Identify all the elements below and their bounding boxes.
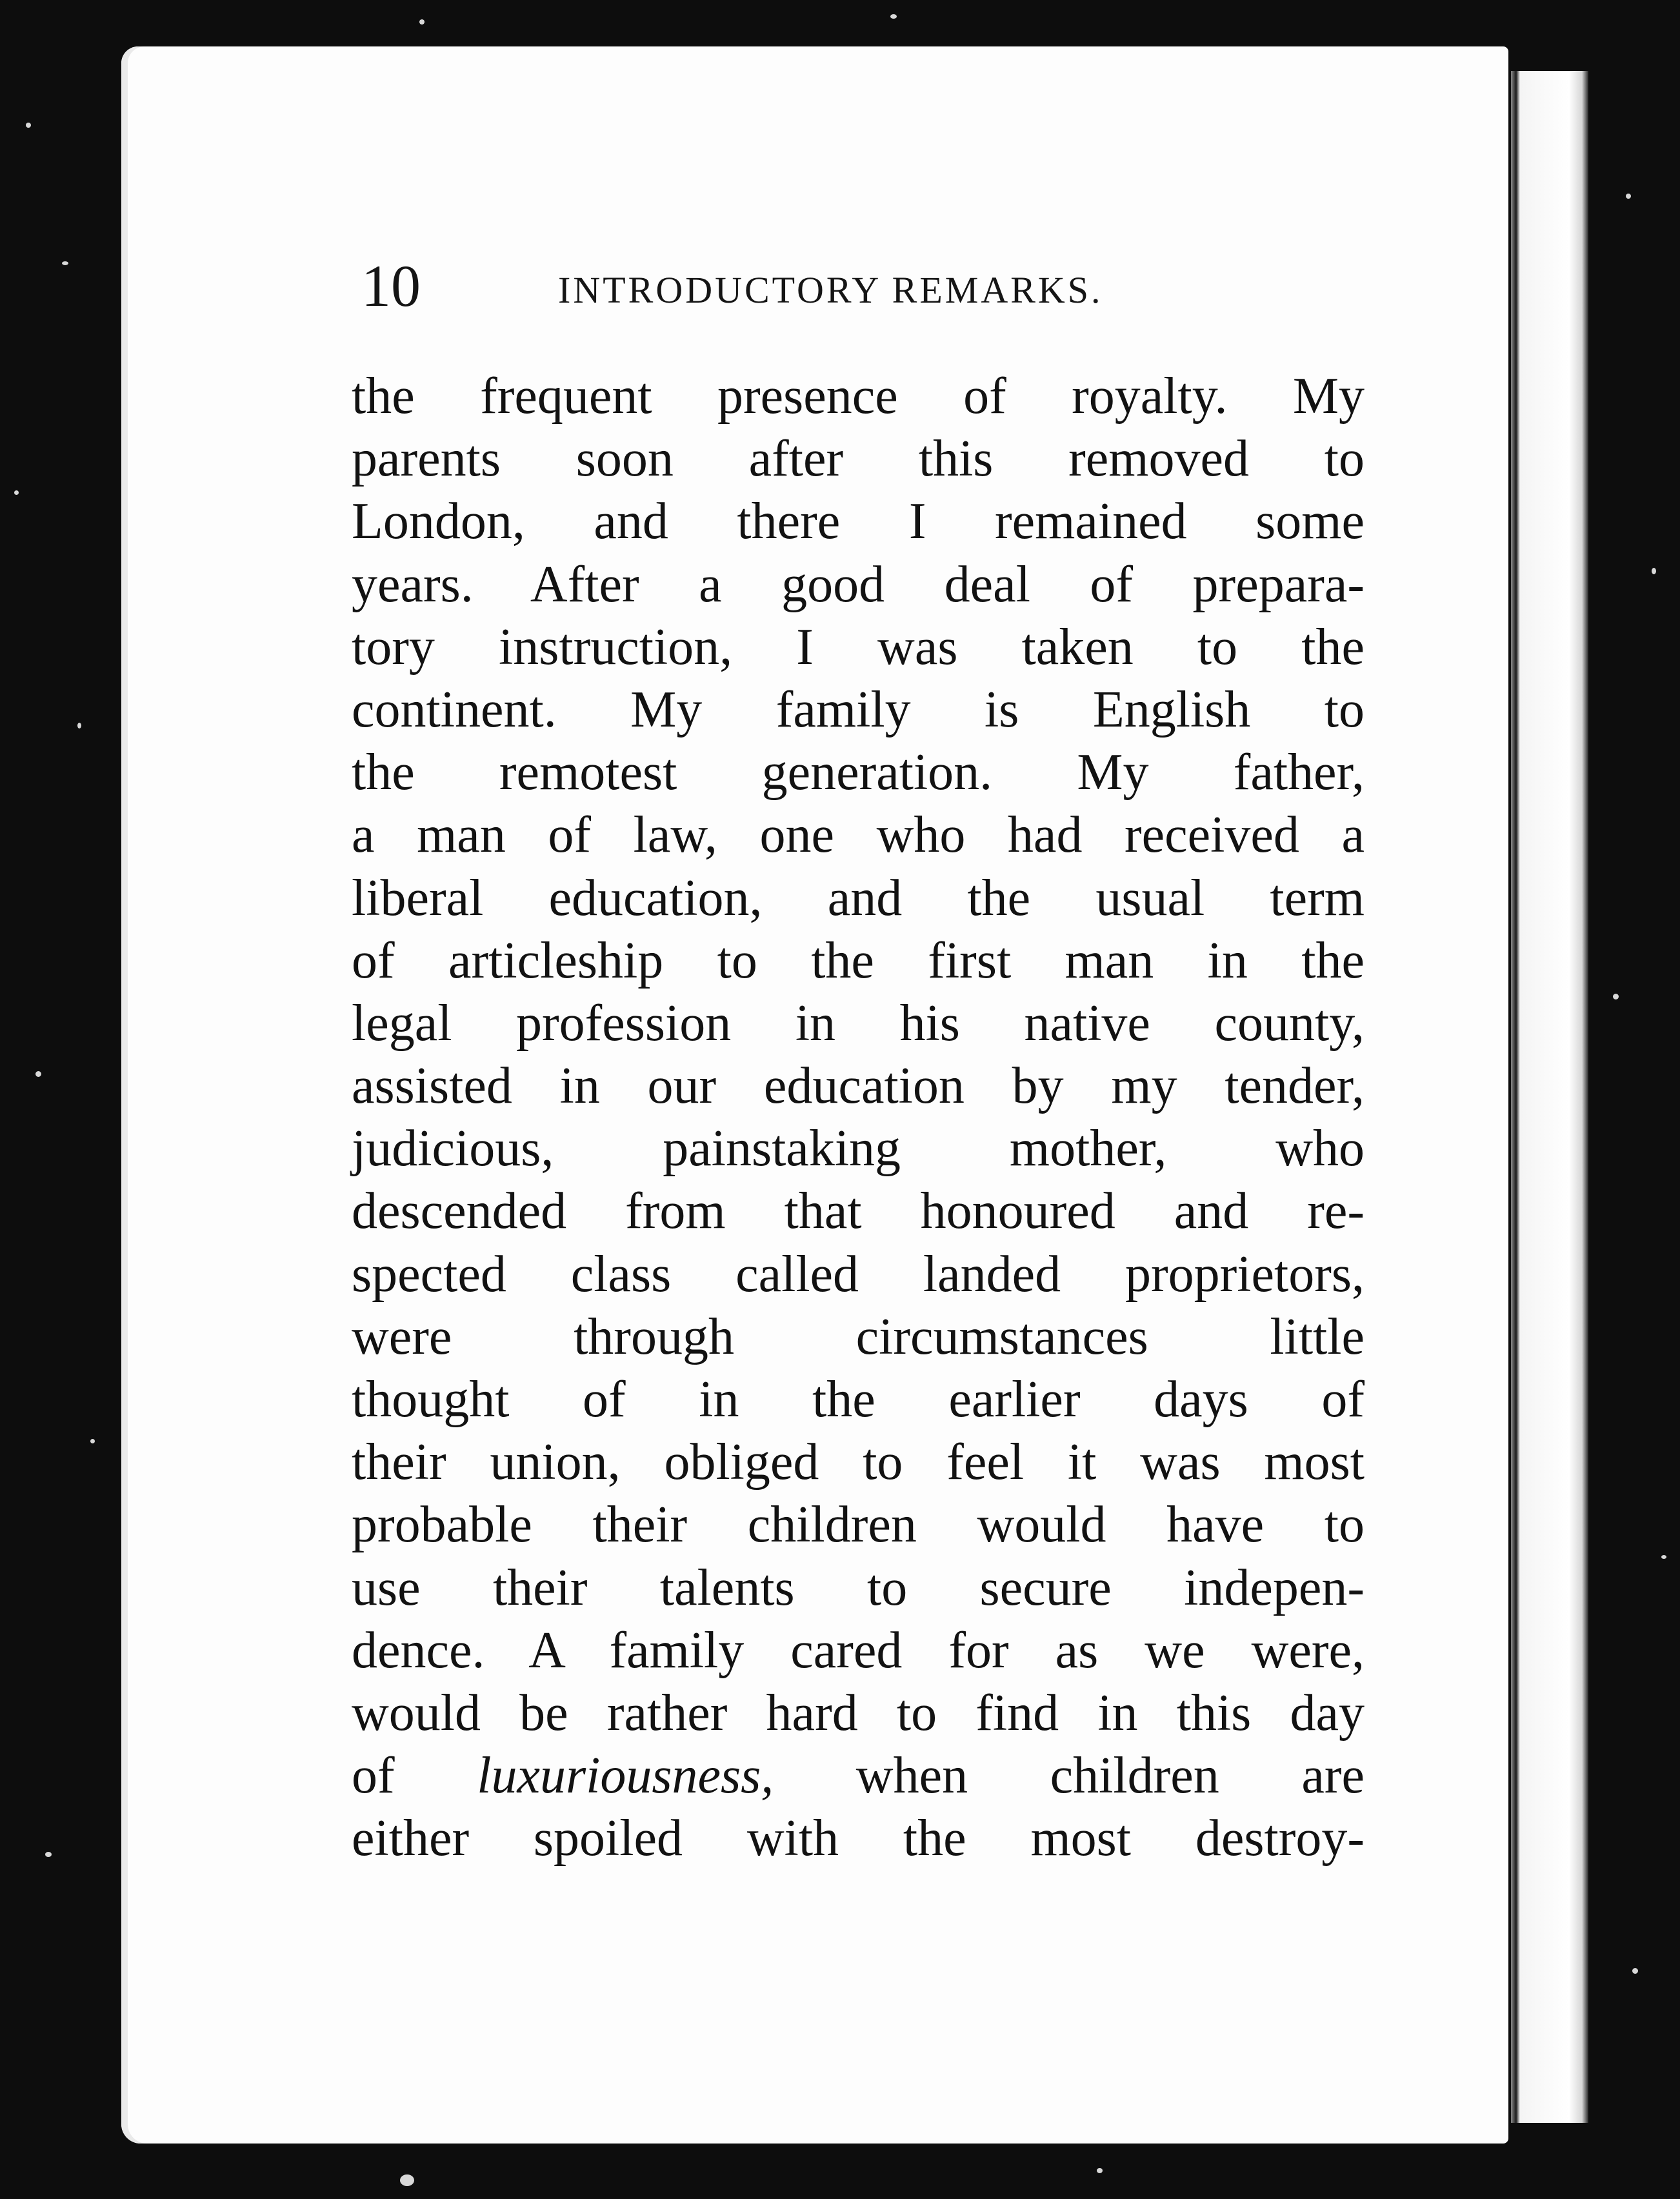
dust-speck bbox=[1652, 568, 1656, 574]
text-line: spected class called landed proprietors, bbox=[352, 1245, 1365, 1303]
text-line-italic bbox=[352, 1745, 1365, 1807]
page-number: 10 bbox=[361, 253, 421, 319]
running-head: INTRODUCTORY REMARKS. bbox=[558, 269, 1103, 311]
dust-speck bbox=[35, 1071, 41, 1077]
text-line: assisted in our education by my tender, bbox=[352, 1058, 1365, 1115]
dust-speck bbox=[62, 261, 68, 265]
dust-speck bbox=[1097, 2168, 1103, 2173]
text-line: the frequent presence of royalty. My bbox=[352, 368, 1365, 425]
text-line: a man of law, one who had received a bbox=[352, 807, 1365, 864]
dust-speck bbox=[45, 1852, 52, 1857]
text-line: legal profession in his native county, bbox=[352, 994, 1365, 1052]
text-line: use their talents to secure indepen- bbox=[352, 1559, 1365, 1616]
text-line: London, and there I remained some bbox=[352, 493, 1365, 550]
text-fragment: of bbox=[352, 1747, 477, 1805]
page-header bbox=[361, 250, 1174, 328]
text-line: liberal education, and the usual term bbox=[352, 869, 1365, 927]
text-line: continent. My family is English to bbox=[352, 681, 1365, 738]
text-line: of articleship to the first man in the bbox=[352, 932, 1365, 989]
dust-speck bbox=[90, 1439, 95, 1443]
dust-speck bbox=[1661, 1555, 1666, 1559]
text-fragment: when children are bbox=[774, 1747, 1365, 1805]
dust-speck bbox=[890, 14, 897, 19]
dust-speck bbox=[1626, 194, 1631, 199]
text-line: probable their children would have to bbox=[352, 1496, 1365, 1554]
text-line: the remotest generation. My father, bbox=[352, 744, 1365, 801]
text-line-final: either spoiled with the most destroy- bbox=[352, 1810, 1365, 1867]
text-line: tory instruction, I was taken to the bbox=[352, 618, 1365, 676]
italic-word: luxuriousness, bbox=[477, 1747, 774, 1805]
text-line: descended from that honoured and re- bbox=[352, 1183, 1365, 1240]
dust-speck bbox=[26, 123, 31, 128]
dust-speck bbox=[419, 19, 425, 25]
text-line: would be rather hard to find in this day bbox=[352, 1684, 1365, 1742]
text-line: were through circumstances little bbox=[352, 1308, 1365, 1365]
dust-speck bbox=[77, 723, 81, 728]
page-edge bbox=[1511, 71, 1588, 2123]
text-line: their union, obliged to feel it was most bbox=[352, 1434, 1365, 1491]
text-line: judicious, painstaking mother, who bbox=[352, 1120, 1365, 1178]
dust-speck bbox=[1632, 1968, 1638, 1974]
dust-speck bbox=[1613, 994, 1619, 999]
dust-speck bbox=[400, 2174, 414, 2186]
body-text bbox=[352, 365, 1365, 1871]
text-line: dence. A family cared for as we were, bbox=[352, 1622, 1365, 1679]
text-line: years. After a good deal of prepara- bbox=[352, 556, 1365, 613]
dust-speck bbox=[14, 490, 19, 495]
text-line: parents soon after this removed to bbox=[352, 430, 1365, 488]
text-line: thought of in the earlier days of bbox=[352, 1371, 1365, 1428]
